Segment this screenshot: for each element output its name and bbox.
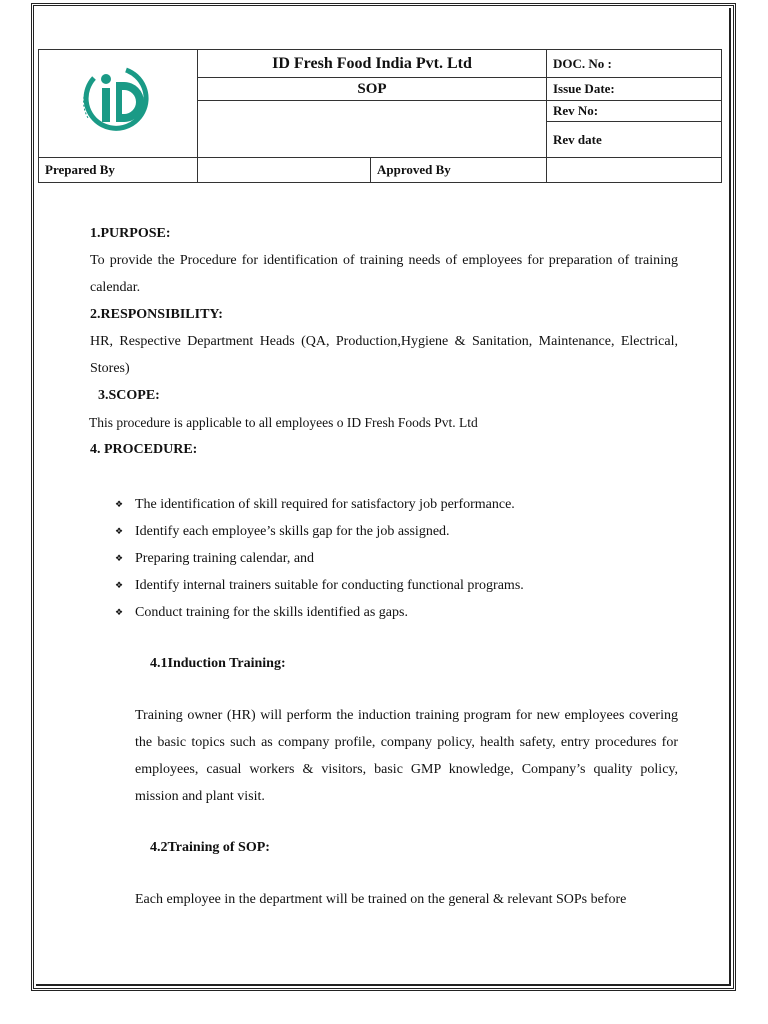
document-header-table: [38, 49, 722, 183]
list-item: ❖ Identify internal trainers suitable for conducting functional programs.: [115, 572, 678, 599]
rev-no-label: Rev No:: [547, 101, 722, 122]
responsibility-heading: 2.RESPONSIBILITY:: [90, 307, 223, 322]
induction-training-heading: 4.1Induction Training:: [150, 656, 286, 671]
diamond-bullet-icon: ❖: [115, 553, 124, 563]
sop-training-heading: 4.2Training of SOP:: [150, 840, 270, 855]
induction-training-text: Training owner (HR) will perform the induction training program for new employees covering the basic topics such as company profile, company policy, health safety, entry procedures for employees, casual workers & visitors, basic GMP knowledge, Company’s quality policy, mission and plant visit.: [135, 708, 678, 804]
diamond-bullet-icon: ❖: [115, 607, 124, 617]
list-item: ❖ Conduct training for the skills identified as gaps.: [115, 599, 678, 626]
diamond-bullet-icon: ❖: [115, 580, 124, 590]
diamond-bullet-icon: ❖: [115, 526, 124, 536]
list-item: ❖ Preparing training calendar, and: [115, 545, 678, 572]
document-body: [90, 220, 678, 913]
approved-by-value: [547, 158, 722, 183]
prepared-by-value: [198, 158, 371, 183]
id-fresh-logo: [68, 60, 168, 144]
responsibility-text: HR, Respective Department Heads (QA, Production,Hygiene & Sanitation, Maintenance, Electrical, Stores): [90, 334, 678, 376]
prepared-by-label: Prepared By: [39, 158, 198, 183]
company-name: ID Fresh Food India Pvt. Ltd: [198, 50, 547, 78]
document-type: SOP: [198, 78, 547, 101]
sop-training-text: Each employee in the department will be trained on the general & relevant SOPs before: [135, 892, 627, 907]
list-item: ❖ Identify each employee’s skills gap for the job assigned.: [115, 518, 678, 545]
doc-no-label: DOC. No :: [547, 50, 722, 78]
list-item: ❖ The identification of skill required for satisfactory job performance.: [115, 491, 678, 518]
logo-cell: [39, 50, 198, 158]
issue-date-label: Issue Date:: [547, 78, 722, 101]
diamond-bullet-icon: ❖: [115, 499, 124, 509]
blank-title-cell: [198, 101, 547, 158]
purpose-text: To provide the Procedure for identification of training needs of employees for preparation of training calendar.: [90, 253, 678, 295]
scope-text: This procedure is applicable to all employees o ID Fresh Foods Pvt. Ltd: [89, 415, 478, 430]
rev-date-label: Rev date: [547, 122, 722, 158]
purpose-heading: 1.PURPOSE:: [90, 226, 171, 241]
procedure-list: [90, 491, 678, 626]
procedure-heading: 4. PROCEDURE:: [90, 442, 198, 457]
scope-heading: 3.SCOPE:: [98, 388, 160, 403]
approved-by-label: Approved By: [371, 158, 547, 183]
